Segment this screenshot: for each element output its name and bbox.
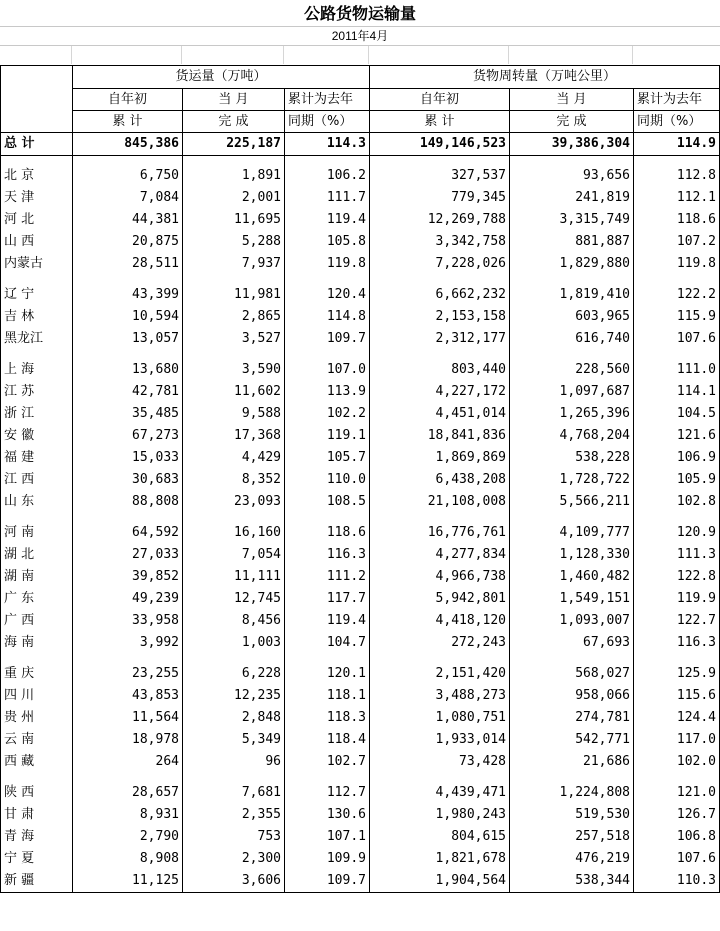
table-row [1, 522, 720, 544]
cell-freight-pct: 120.1 [285, 663, 370, 685]
cell-turnover-ytd: 1,821,678 [370, 848, 510, 870]
row-name: 内蒙古 [1, 253, 73, 275]
table-row [1, 804, 720, 826]
cell-turnover-ytd: 1,980,243 [370, 804, 510, 826]
row-name: 吉 林 [1, 306, 73, 328]
cell-freight-ytd: 33,958 [73, 610, 183, 632]
cell-freight-pct: 109.7 [285, 870, 370, 893]
cell-turnover-month: 5,566,211 [510, 491, 634, 513]
cell-turnover-ytd: 327,537 [370, 165, 510, 187]
cell-freight-pct: 109.7 [285, 328, 370, 350]
cell-turnover-month: 1,829,880 [510, 253, 634, 275]
cell-turnover-pct: 102.0 [634, 751, 720, 773]
header-cell: 累 计 [73, 111, 183, 133]
cell-turnover-month: 67,693 [510, 632, 634, 654]
cell-freight-month: 2,355 [183, 804, 285, 826]
cell-freight-pct: 116.3 [285, 544, 370, 566]
row-name: 云 南 [1, 729, 73, 751]
row-name: 重 庆 [1, 663, 73, 685]
row-name: 青 海 [1, 826, 73, 848]
cell-freight-pct: 102.2 [285, 403, 370, 425]
cell-freight-ytd: 6,750 [73, 165, 183, 187]
cell-turnover-month: 4,109,777 [510, 522, 634, 544]
cell-turnover-month: 228,560 [510, 359, 634, 381]
cell-turnover-month: 616,740 [510, 328, 634, 350]
row-name: 总 计 [1, 133, 73, 156]
table-row [1, 447, 720, 469]
table-row [1, 632, 720, 654]
cell-freight-ytd: 8,931 [73, 804, 183, 826]
cell-freight-pct: 119.8 [285, 253, 370, 275]
header-cell: 自年初 [73, 89, 183, 111]
spacer-row [1, 654, 720, 663]
cell-freight-pct: 119.1 [285, 425, 370, 447]
cell-freight-pct: 119.4 [285, 610, 370, 632]
table-row [1, 729, 720, 751]
table-row [1, 491, 720, 513]
cell-turnover-month: 881,887 [510, 231, 634, 253]
cell-turnover-pct: 111.3 [634, 544, 720, 566]
gridline [0, 26, 720, 27]
cell-turnover-pct: 121.0 [634, 782, 720, 804]
cell-freight-ytd: 44,381 [73, 209, 183, 231]
row-name: 上 海 [1, 359, 73, 381]
table-row [1, 588, 720, 610]
cell-turnover-month: 1,093,007 [510, 610, 634, 632]
table-row [1, 187, 720, 209]
cell-turnover-pct: 122.8 [634, 566, 720, 588]
table-row [1, 306, 720, 328]
cell-freight-month: 3,606 [183, 870, 285, 893]
cell-turnover-pct: 122.2 [634, 284, 720, 306]
table-row [1, 469, 720, 491]
cell-turnover-month: 3,315,749 [510, 209, 634, 231]
cell-freight-pct: 114.3 [285, 133, 370, 156]
cell-turnover-pct: 105.9 [634, 469, 720, 491]
row-name: 陕 西 [1, 782, 73, 804]
header-cell: 同期（%） [634, 111, 720, 133]
cell-turnover-ytd: 149,146,523 [370, 133, 510, 156]
cell-freight-ytd: 10,594 [73, 306, 183, 328]
cell-freight-ytd: 20,875 [73, 231, 183, 253]
header-turnover-group: 货物周转量（万吨公里） [370, 66, 720, 89]
report-title: 公路货物运输量 [303, 4, 416, 23]
cell-freight-month: 17,368 [183, 425, 285, 447]
cell-freight-pct: 118.6 [285, 522, 370, 544]
cell-turnover-month: 1,728,722 [510, 469, 634, 491]
cell-turnover-month: 568,027 [510, 663, 634, 685]
cell-freight-pct: 117.7 [285, 588, 370, 610]
cell-freight-month: 7,937 [183, 253, 285, 275]
cell-turnover-pct: 119.9 [634, 588, 720, 610]
cell-turnover-ytd: 1,869,869 [370, 447, 510, 469]
header-freight-group: 货运量（万吨） [73, 66, 370, 89]
table-row [1, 848, 720, 870]
table-row [1, 425, 720, 447]
table-row [1, 610, 720, 632]
cell-turnover-ytd: 73,428 [370, 751, 510, 773]
cell-turnover-pct: 110.3 [634, 870, 720, 893]
cell-freight-pct: 109.9 [285, 848, 370, 870]
cell-freight-ytd: 43,853 [73, 685, 183, 707]
cell-freight-ytd: 11,564 [73, 707, 183, 729]
cell-freight-month: 753 [183, 826, 285, 848]
cell-freight-ytd: 28,511 [73, 253, 183, 275]
cell-turnover-ytd: 779,345 [370, 187, 510, 209]
cell-turnover-ytd: 3,488,273 [370, 685, 510, 707]
row-name: 福 建 [1, 447, 73, 469]
cell-turnover-month: 1,549,151 [510, 588, 634, 610]
cell-freight-month: 2,001 [183, 187, 285, 209]
row-name: 山 西 [1, 231, 73, 253]
cell-freight-pct: 118.3 [285, 707, 370, 729]
cell-freight-pct: 119.4 [285, 209, 370, 231]
cell-turnover-pct: 120.9 [634, 522, 720, 544]
cell-freight-month: 3,527 [183, 328, 285, 350]
cell-turnover-month: 1,265,396 [510, 403, 634, 425]
cell-turnover-pct: 115.9 [634, 306, 720, 328]
cell-freight-ytd: 7,084 [73, 187, 183, 209]
cell-freight-ytd: 11,125 [73, 870, 183, 893]
header-row-2 [1, 111, 720, 133]
row-name: 西 藏 [1, 751, 73, 773]
cell-freight-month: 11,695 [183, 209, 285, 231]
cell-turnover-ytd: 18,841,836 [370, 425, 510, 447]
cell-freight-ytd: 8,908 [73, 848, 183, 870]
table-row [1, 328, 720, 350]
cell-turnover-ytd: 804,615 [370, 826, 510, 848]
cell-freight-ytd: 35,485 [73, 403, 183, 425]
cell-turnover-ytd: 4,966,738 [370, 566, 510, 588]
cell-freight-month: 3,590 [183, 359, 285, 381]
header-cell: 累 计 [370, 111, 510, 133]
spacer-row [1, 275, 720, 284]
table-row [1, 403, 720, 425]
cell-turnover-pct: 104.5 [634, 403, 720, 425]
cell-freight-pct: 113.9 [285, 381, 370, 403]
cell-freight-month: 11,602 [183, 381, 285, 403]
cell-turnover-ytd: 1,933,014 [370, 729, 510, 751]
cell-freight-month: 96 [183, 751, 285, 773]
cell-turnover-month: 1,819,410 [510, 284, 634, 306]
cell-turnover-ytd: 16,776,761 [370, 522, 510, 544]
cell-turnover-pct: 112.8 [634, 165, 720, 187]
cell-freight-month: 7,054 [183, 544, 285, 566]
cell-freight-ytd: 30,683 [73, 469, 183, 491]
report-subtitle: 2011年4月 [331, 29, 389, 43]
cell-freight-ytd: 67,273 [73, 425, 183, 447]
cell-turnover-pct: 121.6 [634, 425, 720, 447]
cell-freight-month: 5,288 [183, 231, 285, 253]
row-name: 海 南 [1, 632, 73, 654]
cell-freight-ytd: 43,399 [73, 284, 183, 306]
table-row [1, 751, 720, 773]
cell-turnover-ytd: 12,269,788 [370, 209, 510, 231]
table-row [1, 381, 720, 403]
data-table [0, 65, 720, 893]
header-cell: 完 成 [183, 111, 285, 133]
cell-freight-ytd: 3,992 [73, 632, 183, 654]
header-cell: 自年初 [370, 89, 510, 111]
row-name: 江 苏 [1, 381, 73, 403]
cell-freight-ytd: 2,790 [73, 826, 183, 848]
cell-freight-pct: 105.7 [285, 447, 370, 469]
cell-freight-pct: 111.7 [285, 187, 370, 209]
row-name: 湖 南 [1, 566, 73, 588]
cell-freight-month: 2,865 [183, 306, 285, 328]
cell-freight-ytd: 39,852 [73, 566, 183, 588]
cell-turnover-ytd: 2,312,177 [370, 328, 510, 350]
cell-turnover-month: 538,344 [510, 870, 634, 893]
cell-turnover-ytd: 1,904,564 [370, 870, 510, 893]
cell-freight-month: 225,187 [183, 133, 285, 156]
cell-turnover-pct: 106.8 [634, 826, 720, 848]
cell-turnover-month: 542,771 [510, 729, 634, 751]
row-name: 浙 江 [1, 403, 73, 425]
cell-freight-month: 2,300 [183, 848, 285, 870]
cell-freight-pct: 107.1 [285, 826, 370, 848]
cell-turnover-month: 241,819 [510, 187, 634, 209]
cell-turnover-month: 538,228 [510, 447, 634, 469]
cell-freight-pct: 114.8 [285, 306, 370, 328]
cell-turnover-month: 519,530 [510, 804, 634, 826]
row-name: 北 京 [1, 165, 73, 187]
cell-turnover-pct: 106.9 [634, 447, 720, 469]
cell-turnover-ytd: 272,243 [370, 632, 510, 654]
cell-freight-month: 8,352 [183, 469, 285, 491]
cell-freight-ytd: 13,680 [73, 359, 183, 381]
table-row [1, 544, 720, 566]
cell-turnover-pct: 115.6 [634, 685, 720, 707]
row-name: 湖 北 [1, 544, 73, 566]
table-row [1, 209, 720, 231]
cell-turnover-ytd: 4,439,471 [370, 782, 510, 804]
cell-freight-month: 11,111 [183, 566, 285, 588]
cell-freight-pct: 111.2 [285, 566, 370, 588]
cell-turnover-ytd: 1,080,751 [370, 707, 510, 729]
cell-turnover-month: 274,781 [510, 707, 634, 729]
cell-turnover-ytd: 4,277,834 [370, 544, 510, 566]
cell-turnover-ytd: 2,151,420 [370, 663, 510, 685]
table-row [1, 231, 720, 253]
cell-turnover-pct: 116.3 [634, 632, 720, 654]
cell-turnover-pct: 114.9 [634, 133, 720, 156]
cell-freight-month: 12,235 [183, 685, 285, 707]
cell-freight-ytd: 23,255 [73, 663, 183, 685]
cell-freight-month: 23,093 [183, 491, 285, 513]
cell-turnover-month: 93,656 [510, 165, 634, 187]
cell-turnover-month: 257,518 [510, 826, 634, 848]
cell-freight-pct: 120.4 [285, 284, 370, 306]
cell-freight-pct: 110.0 [285, 469, 370, 491]
spacer-row [1, 350, 720, 359]
cell-turnover-pct: 107.2 [634, 231, 720, 253]
cell-turnover-ytd: 7,228,026 [370, 253, 510, 275]
cell-turnover-month: 603,965 [510, 306, 634, 328]
cell-turnover-month: 1,224,808 [510, 782, 634, 804]
cell-freight-pct: 106.2 [285, 165, 370, 187]
header-cell: 累计为去年 [285, 89, 370, 111]
cell-freight-ytd: 15,033 [73, 447, 183, 469]
cell-freight-ytd: 28,657 [73, 782, 183, 804]
cell-turnover-ytd: 6,438,208 [370, 469, 510, 491]
cell-turnover-pct: 122.7 [634, 610, 720, 632]
row-name: 河 北 [1, 209, 73, 231]
cell-freight-month: 12,745 [183, 588, 285, 610]
cell-freight-pct: 102.7 [285, 751, 370, 773]
table-row [1, 359, 720, 381]
cell-freight-month: 5,349 [183, 729, 285, 751]
cell-turnover-ytd: 803,440 [370, 359, 510, 381]
cell-freight-pct: 108.5 [285, 491, 370, 513]
row-name: 天 津 [1, 187, 73, 209]
cell-freight-pct: 112.7 [285, 782, 370, 804]
cell-freight-pct: 107.0 [285, 359, 370, 381]
cell-turnover-pct: 107.6 [634, 328, 720, 350]
cell-turnover-pct: 118.6 [634, 209, 720, 231]
cell-turnover-pct: 119.8 [634, 253, 720, 275]
row-name: 安 徽 [1, 425, 73, 447]
header-cell: 当 月 [510, 89, 634, 111]
cell-turnover-ytd: 3,342,758 [370, 231, 510, 253]
table-row [1, 566, 720, 588]
table-row [1, 826, 720, 848]
header-cell: 累计为去年 [634, 89, 720, 111]
cell-freight-pct: 105.8 [285, 231, 370, 253]
cell-freight-ytd: 64,592 [73, 522, 183, 544]
table-row [1, 707, 720, 729]
header-row-1 [1, 89, 720, 111]
total-row [1, 133, 720, 156]
table-row [1, 685, 720, 707]
cell-freight-pct: 118.1 [285, 685, 370, 707]
header-row-groups [1, 66, 720, 89]
cell-freight-month: 2,848 [183, 707, 285, 729]
cell-freight-month: 1,891 [183, 165, 285, 187]
table-row [1, 663, 720, 685]
cell-freight-month: 7,681 [183, 782, 285, 804]
cell-turnover-month: 1,128,330 [510, 544, 634, 566]
row-name: 宁 夏 [1, 848, 73, 870]
cell-turnover-pct: 102.8 [634, 491, 720, 513]
cell-freight-ytd: 13,057 [73, 328, 183, 350]
cell-freight-ytd: 845,386 [73, 133, 183, 156]
table-row [1, 284, 720, 306]
spacer-row [1, 513, 720, 522]
cell-freight-month: 11,981 [183, 284, 285, 306]
cell-freight-month: 1,003 [183, 632, 285, 654]
cell-turnover-ytd: 5,942,801 [370, 588, 510, 610]
header-cell: 完 成 [510, 111, 634, 133]
cell-turnover-ytd: 6,662,232 [370, 284, 510, 306]
cell-freight-month: 9,588 [183, 403, 285, 425]
row-name: 山 东 [1, 491, 73, 513]
row-name: 河 南 [1, 522, 73, 544]
cell-turnover-ytd: 21,108,008 [370, 491, 510, 513]
cell-freight-ytd: 18,978 [73, 729, 183, 751]
table-row [1, 782, 720, 804]
row-name: 新 疆 [1, 870, 73, 893]
cell-turnover-month: 476,219 [510, 848, 634, 870]
cell-turnover-month: 1,097,687 [510, 381, 634, 403]
cell-freight-ytd: 42,781 [73, 381, 183, 403]
cell-turnover-pct: 117.0 [634, 729, 720, 751]
table-row [1, 870, 720, 893]
row-name: 贵 州 [1, 707, 73, 729]
cell-turnover-ytd: 2,153,158 [370, 306, 510, 328]
header-cell: 当 月 [183, 89, 285, 111]
cell-freight-pct: 104.7 [285, 632, 370, 654]
cell-turnover-pct: 107.6 [634, 848, 720, 870]
cell-freight-pct: 118.4 [285, 729, 370, 751]
spacer-row [1, 773, 720, 782]
header-corner [1, 66, 73, 133]
cell-turnover-ytd: 4,227,172 [370, 381, 510, 403]
cell-turnover-pct: 114.1 [634, 381, 720, 403]
cell-turnover-pct: 125.9 [634, 663, 720, 685]
cell-turnover-ytd: 4,451,014 [370, 403, 510, 425]
spacer-row [1, 156, 720, 166]
cell-freight-pct: 130.6 [285, 804, 370, 826]
cell-freight-month: 16,160 [183, 522, 285, 544]
cell-turnover-month: 39,386,304 [510, 133, 634, 156]
row-name: 四 川 [1, 685, 73, 707]
cell-turnover-pct: 111.0 [634, 359, 720, 381]
cell-freight-ytd: 27,033 [73, 544, 183, 566]
cell-turnover-month: 4,768,204 [510, 425, 634, 447]
cell-freight-ytd: 49,239 [73, 588, 183, 610]
cell-turnover-pct: 124.4 [634, 707, 720, 729]
row-name: 辽 宁 [1, 284, 73, 306]
cell-freight-month: 8,456 [183, 610, 285, 632]
cell-turnover-month: 21,686 [510, 751, 634, 773]
cell-turnover-pct: 126.7 [634, 804, 720, 826]
cell-turnover-pct: 112.1 [634, 187, 720, 209]
table-row [1, 253, 720, 275]
table-row [1, 165, 720, 187]
cell-turnover-ytd: 4,418,120 [370, 610, 510, 632]
cell-freight-ytd: 264 [73, 751, 183, 773]
row-name: 甘 肃 [1, 804, 73, 826]
row-name: 广 西 [1, 610, 73, 632]
cell-freight-ytd: 88,808 [73, 491, 183, 513]
cell-turnover-month: 958,066 [510, 685, 634, 707]
row-name: 黑龙江 [1, 328, 73, 350]
cell-freight-month: 4,429 [183, 447, 285, 469]
cell-freight-month: 6,228 [183, 663, 285, 685]
header-cell: 同期（%） [285, 111, 370, 133]
row-name: 江 西 [1, 469, 73, 491]
row-name: 广 东 [1, 588, 73, 610]
empty-row [0, 46, 720, 64]
cell-turnover-month: 1,460,482 [510, 566, 634, 588]
